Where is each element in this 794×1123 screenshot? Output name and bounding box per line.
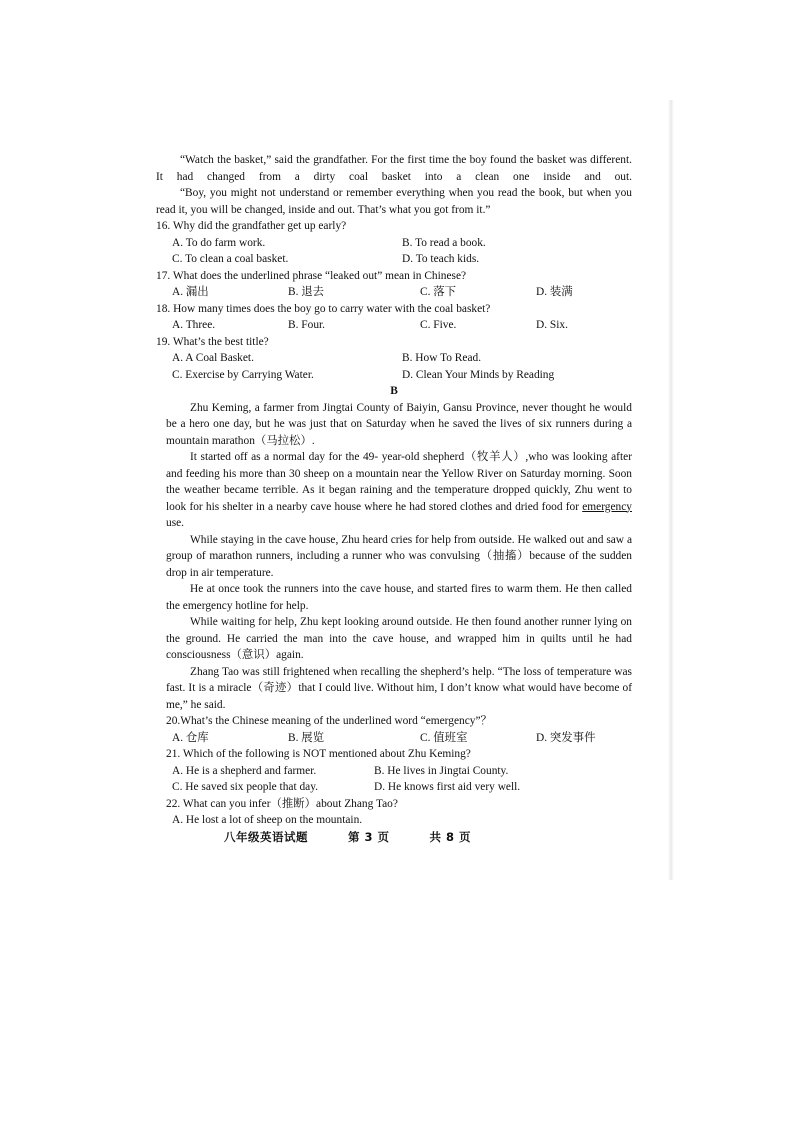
option: C. Exercise by Carrying Water. [172,368,314,381]
options-22 [156,812,632,829]
option: C. 值班室 [420,731,468,744]
option: A. He lost a lot of sheep on the mountain. [172,814,363,826]
section-title-b: B [390,385,398,397]
options-18 [156,317,632,334]
paragraph-text: It started off as a normal day for the 49- year-old shepherd（牧羊人）,who was looking after and feeding his more than 30 sheep on a mountain near the Yellow River on Saturday morning. Soon the weather became terrible. As it began raining and the temperature dropped quickly, Zhu went to look for his shelter in a nearby cave house where he had stored clothes and dried food for [166,451,632,513]
question-19: 19. What’s the best title? [156,335,269,348]
options-20 [156,730,632,747]
options-16 [156,235,632,252]
footer-subject: 八年级英语试题 [224,830,308,844]
options-21 [156,763,632,780]
option: A. He is a shepherd and farmer. [172,764,317,777]
option: B. 退去 [288,286,325,298]
option: C. 落下 [420,286,457,298]
question-17: 17. What does the underlined phrase “leaked out” mean in Chinese? [156,269,467,282]
question-18: 18. How many times does the boy go to carry water with the coal basket? [156,302,491,315]
options-17 [156,284,632,301]
passage-paragraph: While staying in the cave house, Zhu heard cries for help from outside. He walked out and saw a group of marathon runners, including a runner who was convulsing（抽搐）because of the sudden drop in air temperature. [166,533,632,579]
footer-page-number: 第 3 页 [348,830,390,844]
passage-paragraph: Zhu Keming, a farmer from Jingtai County of Baiyin, Gansu Province, never thought he would be a hero one day, but he was just that on Saturday when he saved the lives of six runners during a mountain marathon（马拉松）. [166,401,632,447]
question-20: 20.What’s the Chinese meaning of the underlined word “emergency”？ [166,715,492,727]
option: B. Four. [288,319,326,331]
passage-paragraph: “Boy, you might not understand or remember everything when you read the book, but when you read it, you will be changed, inside and out. That’s what you got from it.” [156,187,632,216]
option: B. 展览 [288,731,325,744]
options-19 [156,350,632,367]
options-16 [156,251,632,268]
question-22: 22. What can you infer（推断）about Zhang Tao? [166,797,398,810]
options-19 [156,367,632,384]
options-21 [156,779,632,796]
option: B. To read a book. [402,236,486,249]
paragraph-text: use. [166,517,185,529]
option: C. Five. [420,319,457,331]
option: D. To teach kids. [402,253,480,265]
option: C. To clean a coal basket. [172,253,289,265]
passage-paragraph: “Watch the basket,” said the grandfather. For the first time the boy found the basket was different. It had changed from a dirty coal basket into a clean one inside and out. [156,154,632,183]
option: B. He lives in Jingtai County. [374,764,509,777]
passage-paragraph [156,449,632,532]
option: D. Six. [536,319,568,331]
question-16: 16. Why did the grandfather get up early? [156,220,347,232]
passage-paragraph: While waiting for help, Zhu kept looking around outside. He then found another runner lying on the ground. He carried the man into the cave house, and wrapped him in quilts until he had consciousness（意识）again. [166,616,632,661]
option: D. 装满 [536,286,573,298]
underlined-word: emergency [582,500,632,513]
passage-paragraph: Zhang Tao was still frightened when recalling the shepherd’s help. “The loss of temperature was fast. It is a miracle（奇迹）that I could live. Without him, I don’t know what would have become of me,” he said. [166,665,632,711]
option: A. 漏出 [172,286,209,298]
exam-content [156,152,632,829]
option: D. Clean Your Minds by Reading [402,368,555,381]
option: A. 仓库 [172,731,209,744]
page-footer [224,829,471,845]
option: D. 突发事件 [536,731,596,744]
question-21: 21. Which of the following is NOT mentioned about Zhu Keming? [166,748,471,760]
footer-total-pages: 共 8 页 [429,830,472,844]
option: A. Three. [172,319,216,331]
option: B. How To Read. [402,352,482,364]
option: C. He saved six people that day. [172,781,319,793]
option: D. He knows first aid very well. [374,781,521,793]
page-edge-shadow [668,100,674,880]
option: A. To do farm work. [172,236,266,249]
passage-paragraph: He at once took the runners into the cave house, and started fires to warm them. He then called the emergency hotline for help. [166,583,632,612]
option: A. A Coal Basket. [172,352,254,364]
